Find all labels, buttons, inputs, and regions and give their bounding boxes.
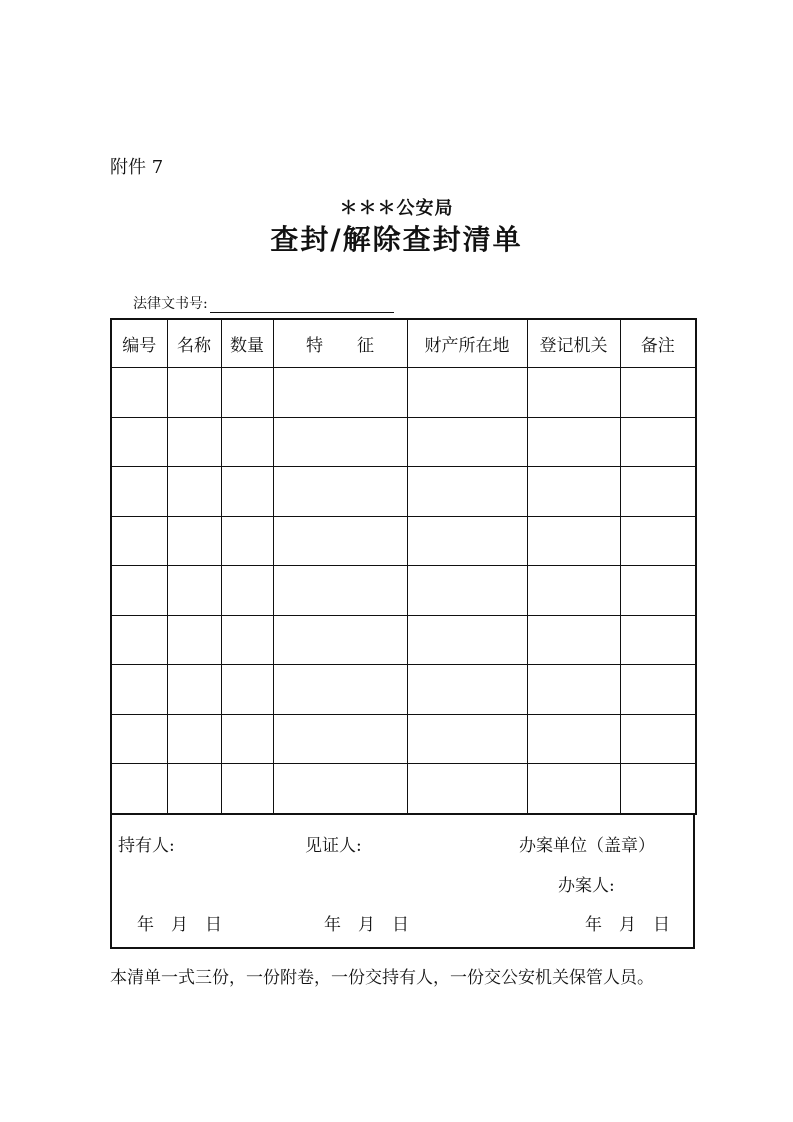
table-cell[interactable] (167, 665, 221, 715)
table-row (111, 615, 696, 665)
holder-label: 持有人: (118, 836, 175, 856)
table-cell[interactable] (221, 417, 273, 467)
table-header-row (111, 319, 696, 368)
witness-date: 年 月 日 (324, 915, 409, 935)
table-cell[interactable] (221, 368, 273, 418)
header-registration-authority: 登记机关 (527, 319, 620, 368)
table-cell[interactable] (620, 714, 696, 764)
table-cell[interactable] (111, 566, 167, 616)
table-row (111, 417, 696, 467)
attachment-label: 附件 7 (110, 157, 164, 178)
table-cell[interactable] (111, 714, 167, 764)
table-cell[interactable] (407, 516, 527, 566)
table-cell[interactable] (407, 665, 527, 715)
table-cell[interactable] (527, 615, 620, 665)
table-cell[interactable] (221, 764, 273, 814)
table-cell[interactable] (167, 615, 221, 665)
table-cell[interactable] (527, 566, 620, 616)
table-cell[interactable] (111, 665, 167, 715)
table-cell[interactable] (167, 516, 221, 566)
table-cell[interactable] (620, 467, 696, 517)
table-cell[interactable] (111, 417, 167, 467)
handling-unit-date: 年 月 日 (585, 915, 670, 935)
table-cell[interactable] (167, 714, 221, 764)
table-row (111, 665, 696, 715)
table-cell[interactable] (407, 368, 527, 418)
table-cell[interactable] (527, 516, 620, 566)
table-cell[interactable] (273, 368, 407, 418)
table-cell[interactable] (221, 467, 273, 517)
table-cell[interactable] (273, 615, 407, 665)
table-cell[interactable] (407, 566, 527, 616)
table-cell[interactable] (111, 467, 167, 517)
table-cell[interactable] (167, 467, 221, 517)
signature-section (110, 813, 695, 949)
table-cell[interactable] (527, 368, 620, 418)
handler-label: 办案人: (558, 876, 615, 896)
table-row (111, 516, 696, 566)
table-cell[interactable] (111, 764, 167, 814)
table-cell[interactable] (111, 516, 167, 566)
handling-unit-label: 办案单位（盖章） (519, 836, 655, 856)
table-cell[interactable] (527, 714, 620, 764)
table-cell[interactable] (221, 714, 273, 764)
table-cell[interactable] (407, 714, 527, 764)
table-cell[interactable] (620, 368, 696, 418)
footnote: 本清单一式三份，一份附卷，一份交持有人，一份交公安机关保管人员。 (110, 968, 654, 988)
table-cell[interactable] (273, 417, 407, 467)
seizure-list-table (110, 318, 697, 815)
table-row (111, 714, 696, 764)
table-cell[interactable] (527, 417, 620, 467)
table-cell[interactable] (620, 566, 696, 616)
table-cell[interactable] (273, 566, 407, 616)
table-cell[interactable] (221, 516, 273, 566)
header-name: 名称 (167, 319, 221, 368)
law-document-number-field[interactable] (210, 296, 394, 313)
header-number: 编号 (111, 319, 167, 368)
table-cell[interactable] (620, 764, 696, 814)
table-cell[interactable] (167, 417, 221, 467)
table-cell[interactable] (407, 417, 527, 467)
table-row (111, 566, 696, 616)
table-cell[interactable] (620, 516, 696, 566)
table-cell[interactable] (167, 368, 221, 418)
table-row (111, 368, 696, 418)
table-row (111, 467, 696, 517)
law-document-number-label: 法律文书号: (133, 296, 208, 312)
header-features: 特 征 (273, 319, 407, 368)
table-cell[interactable] (221, 665, 273, 715)
table-cell[interactable] (167, 566, 221, 616)
table-cell[interactable] (527, 665, 620, 715)
organization-name: ＊＊＊公安局 (339, 198, 454, 219)
table-cell[interactable] (221, 615, 273, 665)
table-cell[interactable] (167, 764, 221, 814)
holder-date: 年 月 日 (137, 915, 222, 935)
table-cell[interactable] (273, 714, 407, 764)
header-property-location: 财产所在地 (407, 319, 527, 368)
table-row (111, 764, 696, 814)
table-cell[interactable] (273, 467, 407, 517)
table-cell[interactable] (407, 764, 527, 814)
table-cell[interactable] (111, 615, 167, 665)
table-cell[interactable] (527, 467, 620, 517)
table-cell[interactable] (407, 615, 527, 665)
header-quantity: 数量 (221, 319, 273, 368)
header-remarks: 备注 (620, 319, 696, 368)
witness-label: 见证人: (305, 836, 362, 856)
table-cell[interactable] (620, 615, 696, 665)
law-document-number-row (133, 293, 394, 313)
table-cell[interactable] (273, 665, 407, 715)
document-title: 查封/解除查封清单 (270, 223, 523, 256)
table-cell[interactable] (407, 467, 527, 517)
table-cell[interactable] (527, 764, 620, 814)
table-cell[interactable] (111, 368, 167, 418)
table-cell[interactable] (221, 566, 273, 616)
table-cell[interactable] (620, 417, 696, 467)
table-cell[interactable] (273, 764, 407, 814)
table-cell[interactable] (273, 516, 407, 566)
table-cell[interactable] (620, 665, 696, 715)
